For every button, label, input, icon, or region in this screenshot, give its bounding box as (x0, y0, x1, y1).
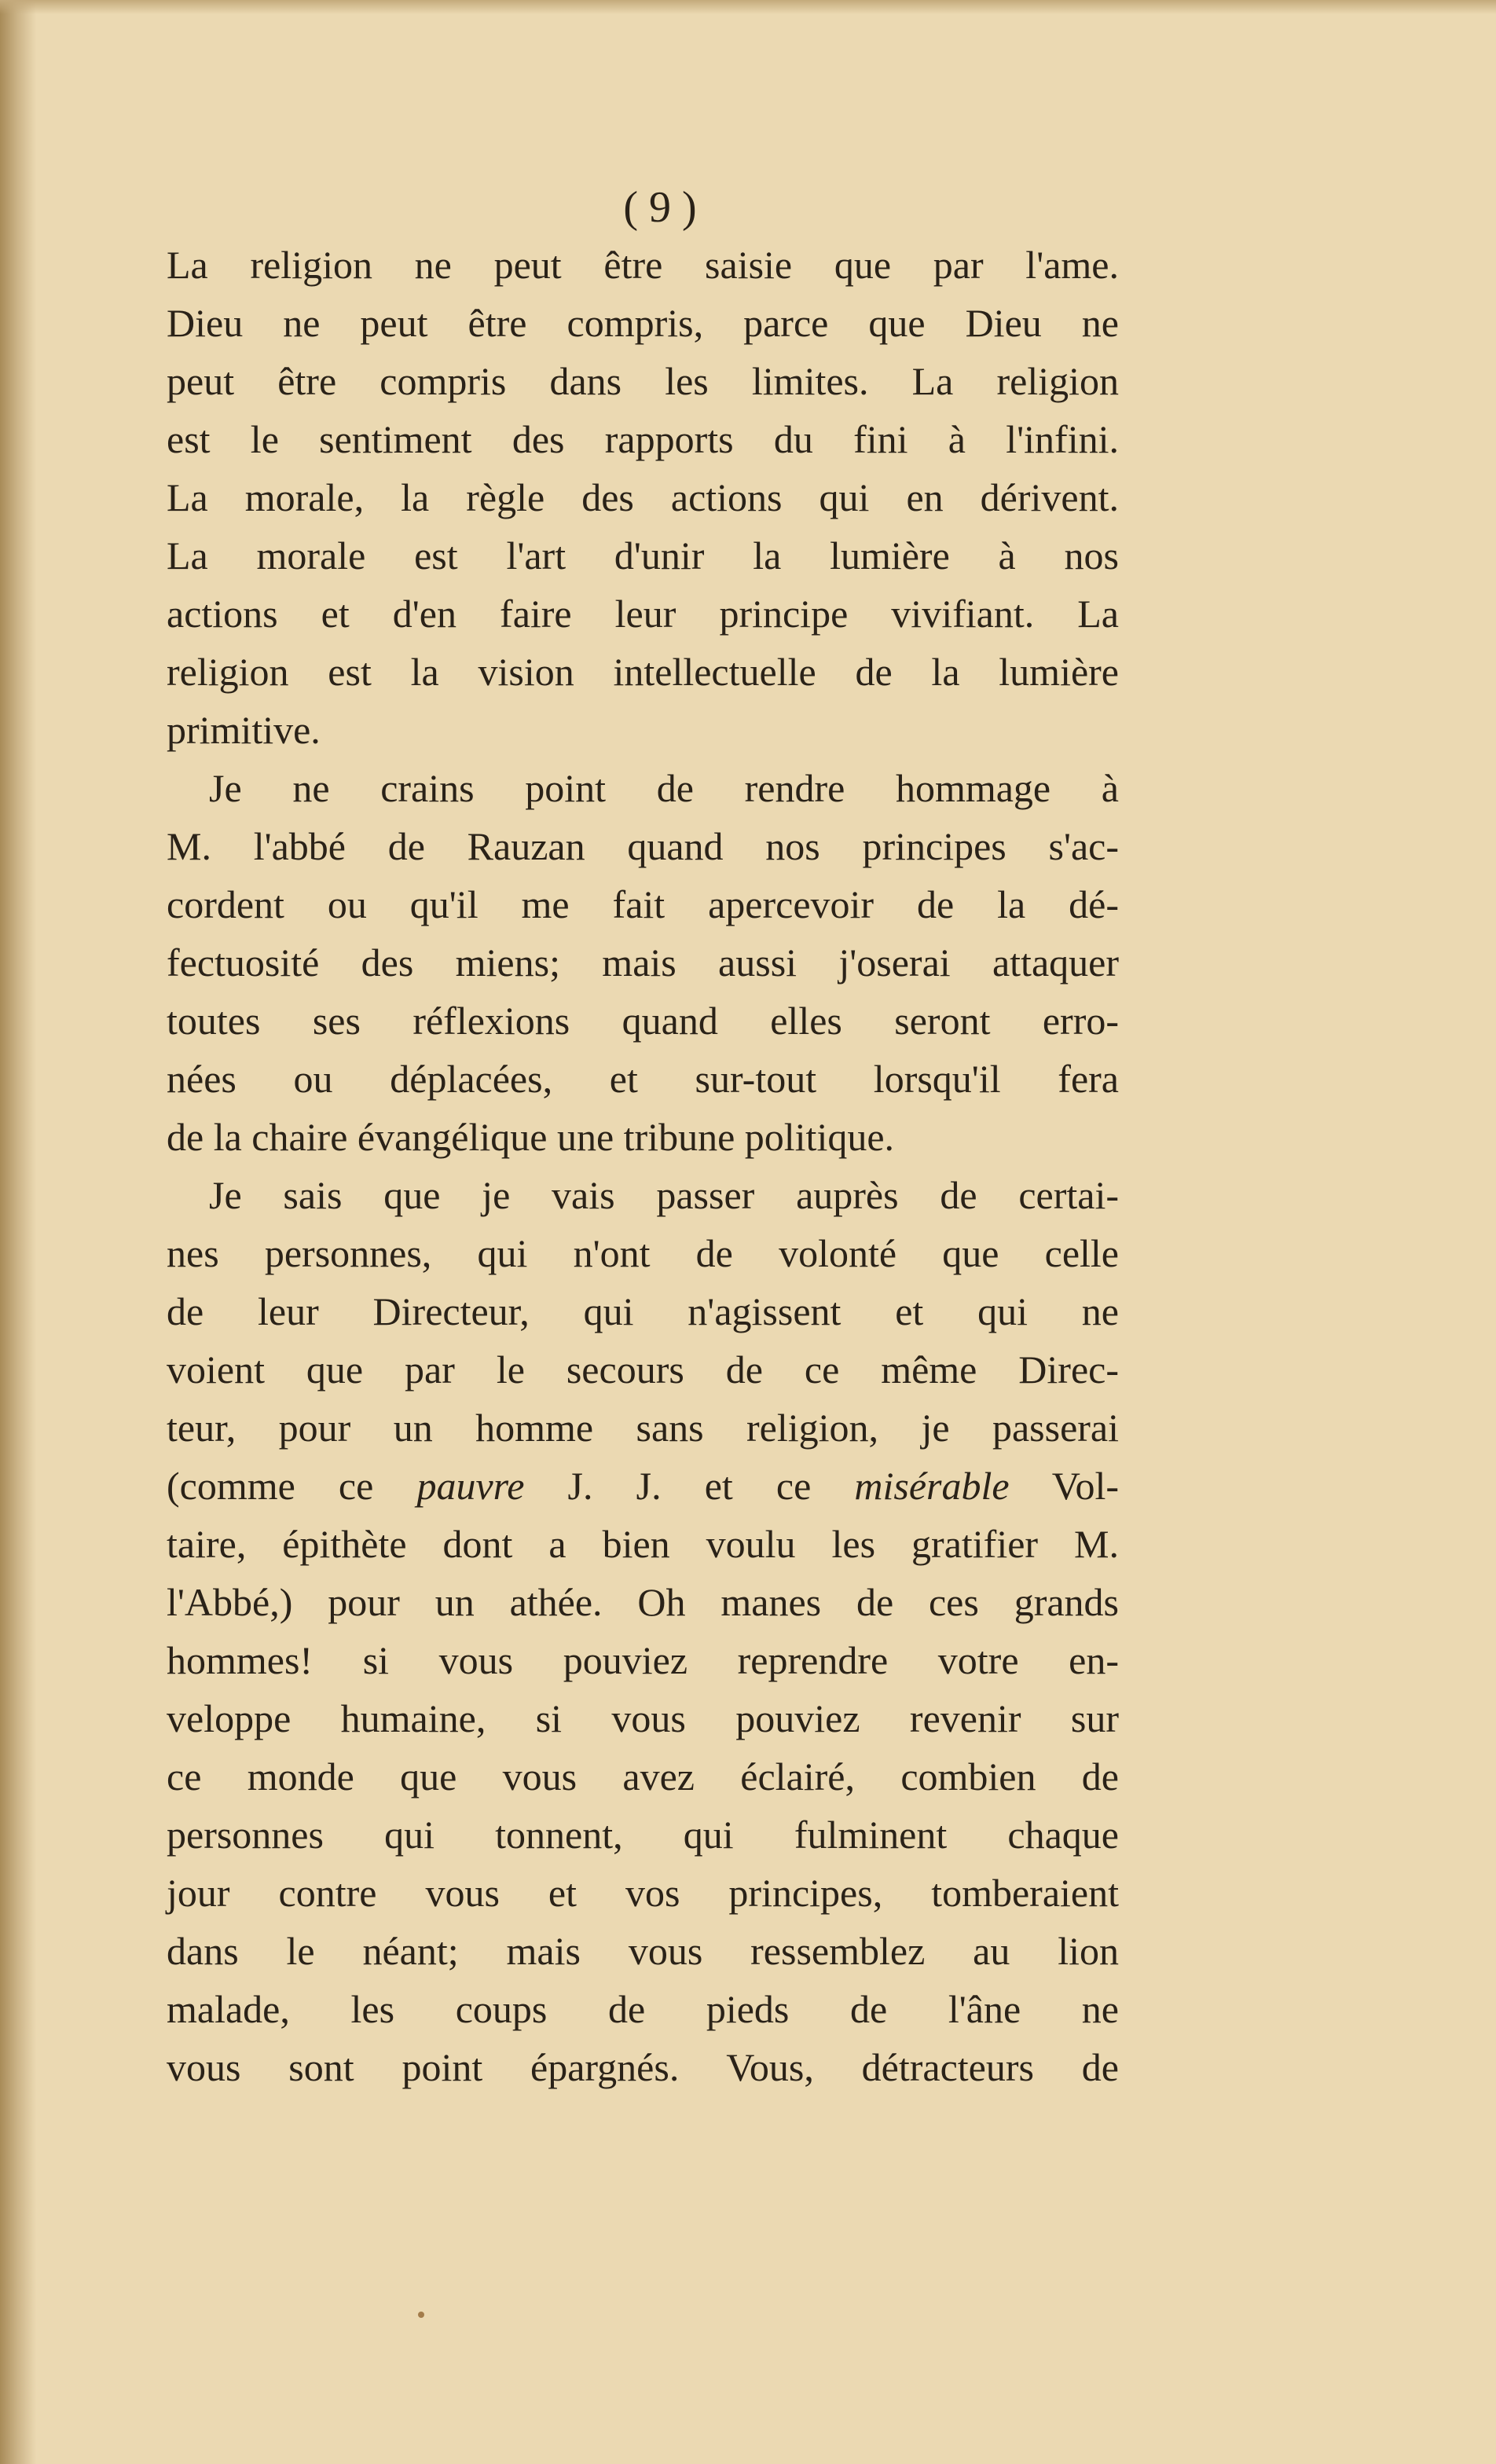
text-line: nes personnes, qui n'ont de volonté que celle (167, 1231, 1119, 1275)
paper-spot (418, 2312, 424, 2318)
text-line: vous sont point épargnés. Vous, détracteurs de (167, 2045, 1119, 2089)
text-segment: J. J. et ce (524, 1464, 855, 1508)
text-line: veloppe humaine, si vous pouviez revenir sur (167, 1696, 1119, 1740)
text-line: est le sentiment des rapports du fini à l'infini. (167, 417, 1119, 461)
text-line: primitive. (167, 708, 321, 752)
text-segment: Vol- (1009, 1464, 1120, 1508)
text-line: peut être compris dans les limites. La religion (167, 359, 1119, 403)
text-line: dans le néant; mais vous ressemblez au lion (167, 1929, 1119, 1973)
text-line: Je sais que je vais passer auprès de certai- (209, 1173, 1119, 1217)
text-line: La morale est l'art d'unir la lumière à nos (167, 534, 1119, 578)
text-line: La morale, la règle des actions qui en dérivent. (167, 475, 1119, 519)
text-line: personnes qui tonnent, qui fulminent chaque (167, 1813, 1119, 1857)
text-line: cordent ou qu'il me fait apercevoir de la dé- (167, 882, 1119, 926)
text-line: ce monde que vous avez éclairé, combien de (167, 1754, 1119, 1798)
text-line: Dieu ne peut être compris, parce que Dieu ne (167, 301, 1119, 345)
text-line: hommes! si vous pouviez reprendre votre en- (167, 1638, 1119, 1682)
text-line: fectuosité des miens; mais aussi j'oserai attaquer (167, 940, 1119, 984)
page-number: ( 9 ) (623, 183, 697, 232)
text-line: l'Abbé,) pour un athée. Oh manes de ces grands (167, 1580, 1119, 1624)
italic-word: misérable (854, 1464, 1010, 1508)
text-segment: (comme ce (167, 1464, 417, 1508)
text-line: La religion ne peut être saisie que par l'ame. (167, 243, 1119, 287)
page-gutter-shadow (0, 0, 36, 2464)
text-line (167, 1457, 1119, 1515)
text-line: taire, épithète dont a bien voulu les gratifier M. (167, 1522, 1119, 1566)
text-line: religion est la vision intellectuelle de la lumière (167, 650, 1119, 694)
text-line: jour contre vous et vos principes, tomberaient (167, 1871, 1119, 1915)
text-line: actions et d'en faire leur principe vivifiant. La (167, 592, 1119, 636)
italic-word: pauvre (416, 1464, 525, 1508)
page-top-edge (0, 0, 1496, 14)
text-line: toutes ses réflexions quand elles seront erro- (167, 999, 1119, 1043)
text-line: de la chaire évangélique une tribune politique. (167, 1115, 895, 1159)
text-line: Je ne crains point de rendre hommage à (209, 766, 1119, 810)
text-line: voient que par le secours de ce même Direc- (167, 1348, 1119, 1392)
text-line: malade, les coups de pieds de l'âne ne (167, 1987, 1119, 2031)
text-line: nées ou déplacées, et sur-tout lorsqu'il fera (167, 1057, 1119, 1101)
text-line: M. l'abbé de Rauzan quand nos principes s'ac- (167, 824, 1119, 868)
text-line: de leur Directeur, qui n'agissent et qui ne (167, 1289, 1119, 1333)
page-body-text (167, 236, 1119, 2096)
text-line: teur, pour un homme sans religion, je passerai (167, 1406, 1119, 1450)
